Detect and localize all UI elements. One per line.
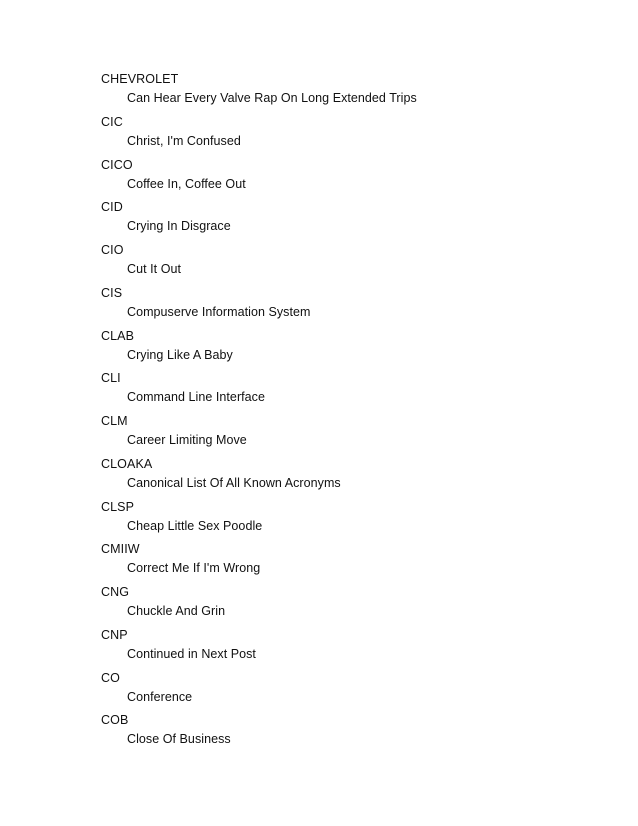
acronym-definition: Command Line Interface: [127, 390, 265, 405]
acronym-entry: [101, 584, 638, 627]
acronym-entry: [101, 242, 638, 285]
acronym-entry: [101, 285, 638, 328]
acronym-definition: Conference: [127, 689, 193, 704]
acronym-entry: [101, 157, 638, 200]
acronym-term: CLSP: [101, 499, 135, 514]
acronym-entry: [101, 541, 638, 584]
acronym-definition: Coffee In, Coffee Out: [127, 176, 246, 191]
acronym-term: CIO: [101, 243, 124, 257]
acronym-list: [101, 71, 638, 755]
acronym-term: CIC: [101, 114, 123, 129]
acronym-term: CNP: [101, 627, 128, 642]
acronym-term: CICO: [101, 157, 133, 172]
acronym-term: CNG: [101, 585, 130, 599]
acronym-term: COB: [101, 713, 129, 728]
acronym-term: CLOAKA: [101, 456, 153, 471]
acronym-definition: Career Limiting Move: [127, 433, 247, 447]
acronym-term: CHEVROLET: [101, 72, 179, 86]
acronym-term: CO: [101, 670, 120, 685]
acronym-entry: [101, 627, 638, 670]
acronym-definition: Close Of Business: [127, 732, 231, 747]
acronym-entry: [101, 114, 638, 157]
acronym-entry: [101, 370, 638, 413]
acronym-definition: Compuserve Information System: [127, 304, 311, 319]
acronym-definition: Can Hear Every Valve Rap On Long Extended Trips: [127, 91, 417, 105]
acronym-entry: [101, 71, 638, 114]
acronym-definition: Continued in Next Post: [127, 646, 256, 661]
acronym-entry: [101, 199, 638, 242]
acronym-entry: [101, 670, 638, 713]
acronym-entry: [101, 456, 638, 499]
acronym-term: CLAB: [101, 328, 135, 343]
acronym-definition: Cheap Little Sex Poodle: [127, 518, 263, 533]
acronym-entry: [101, 328, 638, 371]
acronym-definition: Correct Me If I'm Wrong: [127, 561, 261, 576]
acronym-entry: [101, 499, 638, 542]
acronym-definition: Chuckle And Grin: [127, 604, 226, 618]
acronym-definition: Canonical List Of All Known Acronyms: [127, 475, 341, 490]
acronym-definition: Cut It Out: [127, 262, 181, 276]
acronym-term: CID: [101, 200, 123, 215]
acronym-definition: Christ, I'm Confused: [127, 133, 241, 148]
acronym-entry: [101, 413, 638, 456]
acronym-term: CLM: [101, 414, 128, 428]
acronym-term: CLI: [101, 371, 121, 386]
acronym-term: CMIIW: [101, 542, 140, 557]
acronym-definition: Crying In Disgrace: [127, 219, 231, 234]
acronym-entry: [101, 712, 638, 755]
acronym-term: CIS: [101, 285, 123, 300]
acronym-definition: Crying Like A Baby: [127, 347, 233, 362]
